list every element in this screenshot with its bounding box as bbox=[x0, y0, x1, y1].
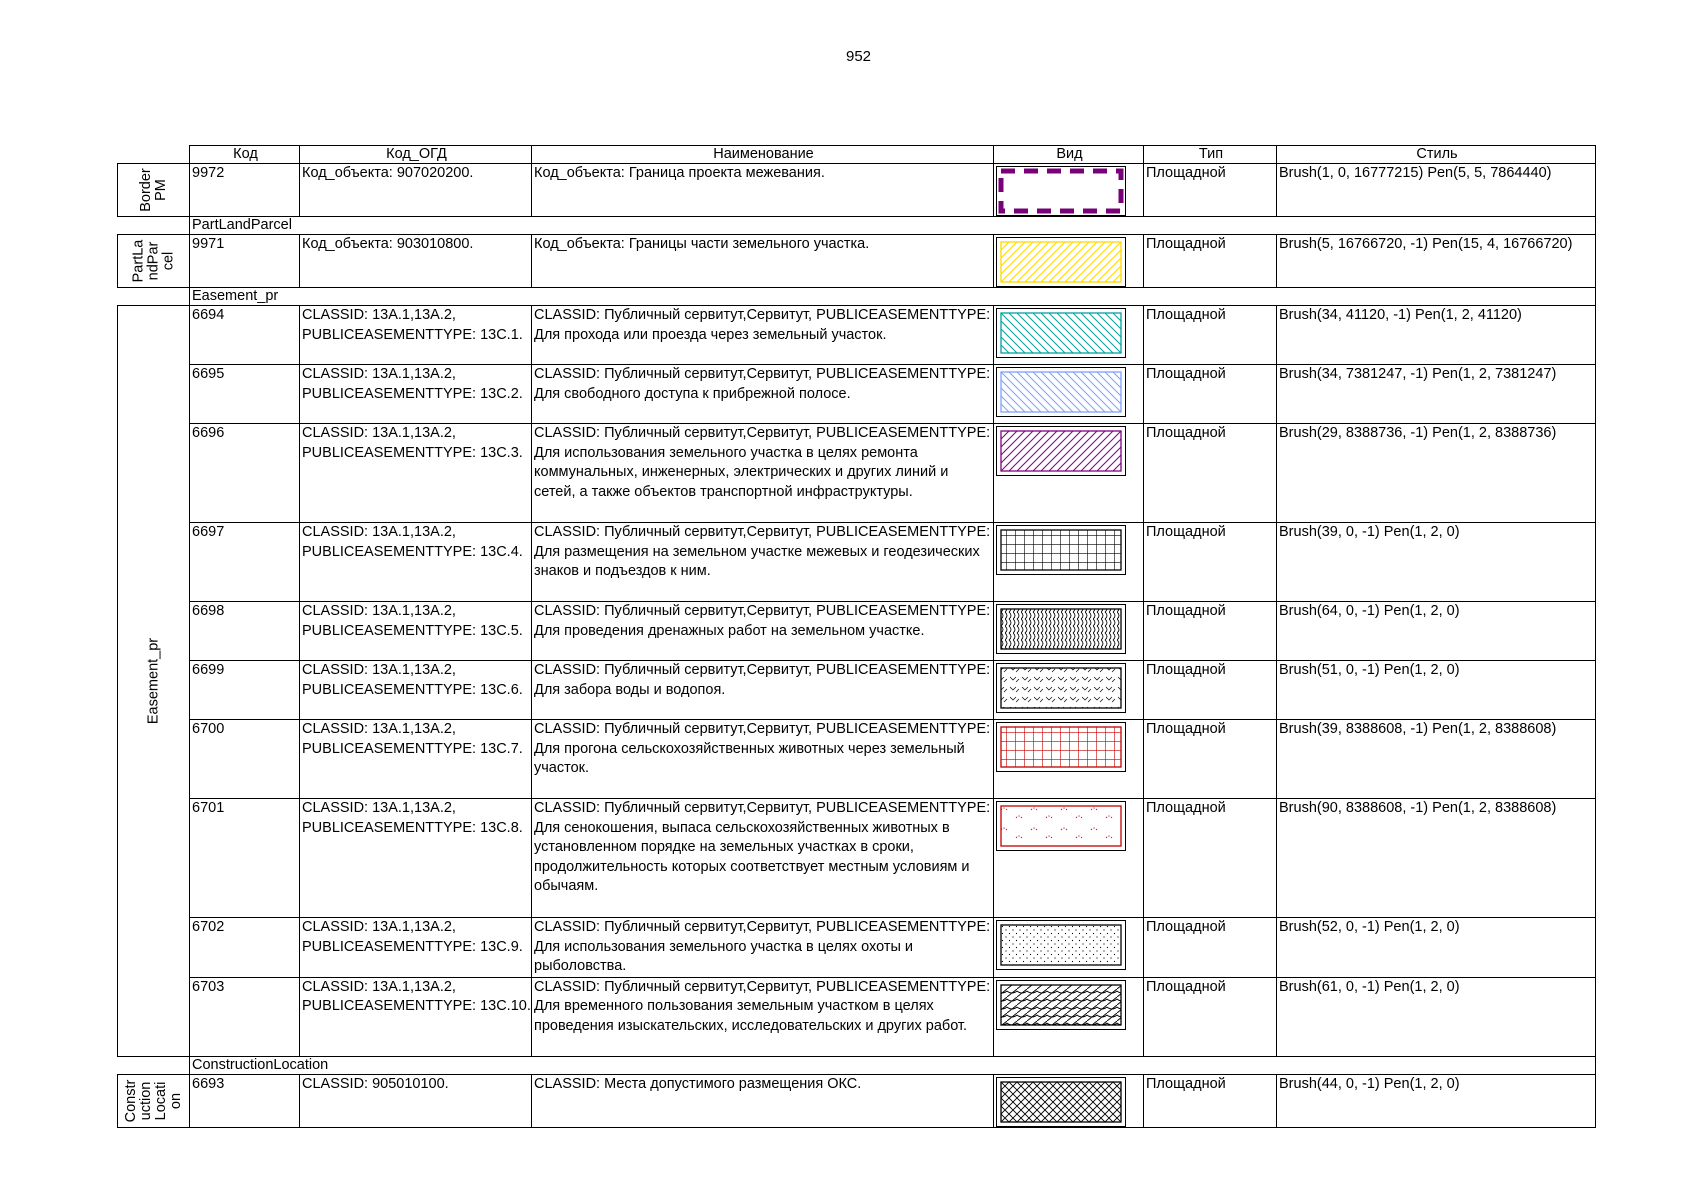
header-view: Вид bbox=[994, 146, 1144, 164]
cell-code: 6702 bbox=[190, 918, 300, 978]
cell-type: Площадной bbox=[1144, 235, 1277, 288]
cell-ogd-code: CLASSID: 13A.1,13A.2, PUBLICEASEMENTTYPE: 13C.9. bbox=[300, 918, 532, 978]
group-side-label: PartLa ndPar cel bbox=[130, 239, 176, 283]
style-swatch-diag-fwd bbox=[996, 237, 1126, 287]
style-swatch-diag-back bbox=[996, 308, 1126, 358]
cell-name: Код_объекта: Граница проекта межевания. bbox=[532, 164, 994, 217]
cell-name: Код_объекта: Границы части земельного участка. bbox=[532, 235, 994, 288]
cell-view bbox=[994, 424, 1144, 523]
cell-ogd-code: CLASSID: 13A.1,13A.2, PUBLICEASEMENTTYPE: 13C.6. bbox=[300, 661, 532, 720]
table-row bbox=[118, 918, 1596, 978]
cell-type: Площадной bbox=[1144, 720, 1277, 799]
cell-code: 6693 bbox=[190, 1074, 300, 1127]
cell-type: Площадной bbox=[1144, 602, 1277, 661]
cell-style: Brush(51, 0, -1) Pen(1, 2, 0) bbox=[1277, 661, 1596, 720]
style-swatch-dots bbox=[996, 920, 1126, 970]
cell-view bbox=[994, 799, 1144, 918]
cell-view bbox=[994, 918, 1144, 978]
table-row bbox=[118, 365, 1596, 424]
cell-ogd-code: CLASSID: 13A.1,13A.2, PUBLICEASEMENTTYPE: 13C.10. bbox=[300, 977, 532, 1056]
table-row bbox=[118, 306, 1596, 365]
cell-code: 6696 bbox=[190, 424, 300, 523]
cell-style: Brush(34, 41120, -1) Pen(1, 2, 41120) bbox=[1277, 306, 1596, 365]
cell-view bbox=[994, 164, 1144, 217]
cell-ogd-code: Код_объекта: 907020200. bbox=[300, 164, 532, 217]
cell-code: 6697 bbox=[190, 523, 300, 602]
group-side-label: Constr uction Locati on bbox=[122, 1079, 184, 1122]
cell-type: Площадной bbox=[1144, 799, 1277, 918]
header-row bbox=[118, 146, 1596, 164]
style-swatch-grass bbox=[996, 801, 1126, 851]
cell-type: Площадной bbox=[1144, 424, 1277, 523]
cell-code: 6695 bbox=[190, 365, 300, 424]
style-swatch-grid bbox=[996, 722, 1126, 772]
cell-type: Площадной bbox=[1144, 164, 1277, 217]
style-swatch-diag-fwd bbox=[996, 426, 1126, 476]
group-label: PartLandParcel bbox=[190, 217, 1596, 235]
table-row bbox=[118, 720, 1596, 799]
style-swatch-dashed-border bbox=[996, 166, 1126, 216]
table-row bbox=[118, 523, 1596, 602]
cell-code: 6699 bbox=[190, 661, 300, 720]
cell-view bbox=[994, 523, 1144, 602]
legend-table bbox=[117, 145, 1596, 1128]
header-name: Наименование bbox=[532, 146, 994, 164]
group-side-label-cell bbox=[118, 306, 190, 1057]
cell-view bbox=[994, 602, 1144, 661]
group-label-spacer bbox=[118, 288, 190, 306]
table-row bbox=[118, 424, 1596, 523]
cell-view bbox=[994, 235, 1144, 288]
table-row bbox=[118, 602, 1596, 661]
style-swatch-crosshatch bbox=[996, 1077, 1126, 1127]
cell-style: Brush(39, 0, -1) Pen(1, 2, 0) bbox=[1277, 523, 1596, 602]
cell-type: Площадной bbox=[1144, 977, 1277, 1056]
group-side-label-cell bbox=[118, 1074, 190, 1127]
cell-code: 9972 bbox=[190, 164, 300, 217]
cell-view bbox=[994, 306, 1144, 365]
cell-style: Brush(29, 8388736, -1) Pen(1, 2, 8388736) bbox=[1277, 424, 1596, 523]
group-label-row bbox=[118, 217, 1596, 235]
cell-name: CLASSID: Публичный сервитут,Сервитут, PUBLICEASEMENTTYPE: Для сенокошения, выпаса сельскохозяйственных животных в установленном порядке на земельных участках в сроки, продолжительность которых соответствует местным условиям и обычаям. bbox=[532, 799, 994, 918]
cell-code: 6700 bbox=[190, 720, 300, 799]
cell-type: Площадной bbox=[1144, 523, 1277, 602]
cell-name: CLASSID: Публичный сервитут,Сервитут, PUBLICEASEMENTTYPE: Для прогона сельскохозяйственных животных через земельный участок. bbox=[532, 720, 994, 799]
table-row bbox=[118, 164, 1596, 217]
style-swatch-chevrons bbox=[996, 663, 1126, 713]
header-ogd-code: Код_ОГД bbox=[300, 146, 532, 164]
group-label-row bbox=[118, 288, 1596, 306]
group-side-label-cell bbox=[118, 235, 190, 288]
cell-style: Brush(61, 0, -1) Pen(1, 2, 0) bbox=[1277, 977, 1596, 1056]
table-row bbox=[118, 1074, 1596, 1127]
cell-style: Brush(5, 16766720, -1) Pen(15, 4, 16766720) bbox=[1277, 235, 1596, 288]
cell-style: Brush(52, 0, -1) Pen(1, 2, 0) bbox=[1277, 918, 1596, 978]
cell-code: 6698 bbox=[190, 602, 300, 661]
group-label-row bbox=[118, 1056, 1596, 1074]
cell-ogd-code: CLASSID: 13A.1,13A.2, PUBLICEASEMENTTYPE: 13C.2. bbox=[300, 365, 532, 424]
group-side-label: Border PM bbox=[137, 168, 169, 212]
cell-code: 6694 bbox=[190, 306, 300, 365]
cell-style: Brush(64, 0, -1) Pen(1, 2, 0) bbox=[1277, 602, 1596, 661]
cell-type: Площадной bbox=[1144, 918, 1277, 978]
table-row bbox=[118, 661, 1596, 720]
style-swatch-grid bbox=[996, 525, 1126, 575]
cell-type: Площадной bbox=[1144, 306, 1277, 365]
group-label-spacer bbox=[118, 1056, 190, 1074]
cell-view bbox=[994, 1074, 1144, 1127]
cell-view bbox=[994, 720, 1144, 799]
cell-ogd-code: CLASSID: 13A.1,13A.2, PUBLICEASEMENTTYPE: 13C.5. bbox=[300, 602, 532, 661]
cell-style: Brush(39, 8388608, -1) Pen(1, 2, 8388608) bbox=[1277, 720, 1596, 799]
cell-code: 6703 bbox=[190, 977, 300, 1056]
cell-view bbox=[994, 365, 1144, 424]
header-corner bbox=[118, 146, 190, 164]
cell-type: Площадной bbox=[1144, 365, 1277, 424]
style-swatch-diag-back bbox=[996, 367, 1126, 417]
style-swatch-scales bbox=[996, 604, 1126, 654]
group-label: ConstructionLocation bbox=[190, 1056, 1596, 1074]
cell-ogd-code: CLASSID: 13A.1,13A.2, PUBLICEASEMENTTYPE: 13C.4. bbox=[300, 523, 532, 602]
table-row bbox=[118, 235, 1596, 288]
group-label: Easement_pr bbox=[190, 288, 1596, 306]
cell-ogd-code: CLASSID: 13A.1,13A.2, PUBLICEASEMENTTYPE: 13C.8. bbox=[300, 799, 532, 918]
cell-ogd-code: CLASSID: 905010100. bbox=[300, 1074, 532, 1127]
group-side-label: Easement_pr bbox=[145, 637, 161, 724]
header-code: Код bbox=[190, 146, 300, 164]
cell-code: 9971 bbox=[190, 235, 300, 288]
cell-name: CLASSID: Публичный сервитут,Сервитут, PUBLICEASEMENTTYPE: Для проведения дренажных работ на земельном участке. bbox=[532, 602, 994, 661]
cell-name: CLASSID: Публичный сервитут,Сервитут, PUBLICEASEMENTTYPE: Для свободного доступа к прибрежной полосе. bbox=[532, 365, 994, 424]
table-body bbox=[118, 164, 1596, 1128]
cell-ogd-code: CLASSID: 13A.1,13A.2, PUBLICEASEMENTTYPE: 13C.3. bbox=[300, 424, 532, 523]
group-side-label-cell bbox=[118, 164, 190, 217]
cell-code: 6701 bbox=[190, 799, 300, 918]
cell-ogd-code: Код_объекта: 903010800. bbox=[300, 235, 532, 288]
cell-view bbox=[994, 977, 1144, 1056]
cell-name: CLASSID: Места допустимого размещения ОКС. bbox=[532, 1074, 994, 1127]
cell-style: Brush(44, 0, -1) Pen(1, 2, 0) bbox=[1277, 1074, 1596, 1127]
cell-name: CLASSID: Публичный сервитут,Сервитут, PUBLICEASEMENTTYPE: Для использования земельного участка в целях ремонта коммунальных, инженерных, электрических и других линий и сетей, а также объектов транспортной инфраструктуры. bbox=[532, 424, 994, 523]
cell-ogd-code: CLASSID: 13A.1,13A.2, PUBLICEASEMENTTYPE: 13C.1. bbox=[300, 306, 532, 365]
cell-style: Brush(34, 7381247, -1) Pen(1, 2, 7381247) bbox=[1277, 365, 1596, 424]
page-number: 952 bbox=[845, 48, 872, 65]
table-row bbox=[118, 977, 1596, 1056]
style-swatch-weave bbox=[996, 980, 1126, 1030]
header-style: Стиль bbox=[1277, 146, 1596, 164]
cell-type: Площадной bbox=[1144, 1074, 1277, 1127]
cell-name: CLASSID: Публичный сервитут,Сервитут, PUBLICEASEMENTTYPE: Для временного пользования земельным участком в целях проведения изыскательских, исследовательских и других работ. bbox=[532, 977, 994, 1056]
group-label-spacer bbox=[118, 217, 190, 235]
cell-type: Площадной bbox=[1144, 661, 1277, 720]
header-type: Тип bbox=[1144, 146, 1277, 164]
cell-ogd-code: CLASSID: 13A.1,13A.2, PUBLICEASEMENTTYPE: 13C.7. bbox=[300, 720, 532, 799]
cell-name: CLASSID: Публичный сервитут,Сервитут, PUBLICEASEMENTTYPE: Для использования земельного участка в целях охоты и рыболовства. bbox=[532, 918, 994, 978]
cell-style: Brush(90, 8388608, -1) Pen(1, 2, 8388608) bbox=[1277, 799, 1596, 918]
cell-name: CLASSID: Публичный сервитут,Сервитут, PUBLICEASEMENTTYPE: Для забора воды и водопоя. bbox=[532, 661, 994, 720]
cell-name: CLASSID: Публичный сервитут,Сервитут, PUBLICEASEMENTTYPE: Для размещения на земельном участке межевых и геодезических знаков и подъездов к ним. bbox=[532, 523, 994, 602]
cell-name: CLASSID: Публичный сервитут,Сервитут, PUBLICEASEMENTTYPE: Для прохода или проезда через земельный участок. bbox=[532, 306, 994, 365]
cell-style: Brush(1, 0, 16777215) Pen(5, 5, 7864440) bbox=[1277, 164, 1596, 217]
cell-view bbox=[994, 661, 1144, 720]
table-row bbox=[118, 799, 1596, 918]
